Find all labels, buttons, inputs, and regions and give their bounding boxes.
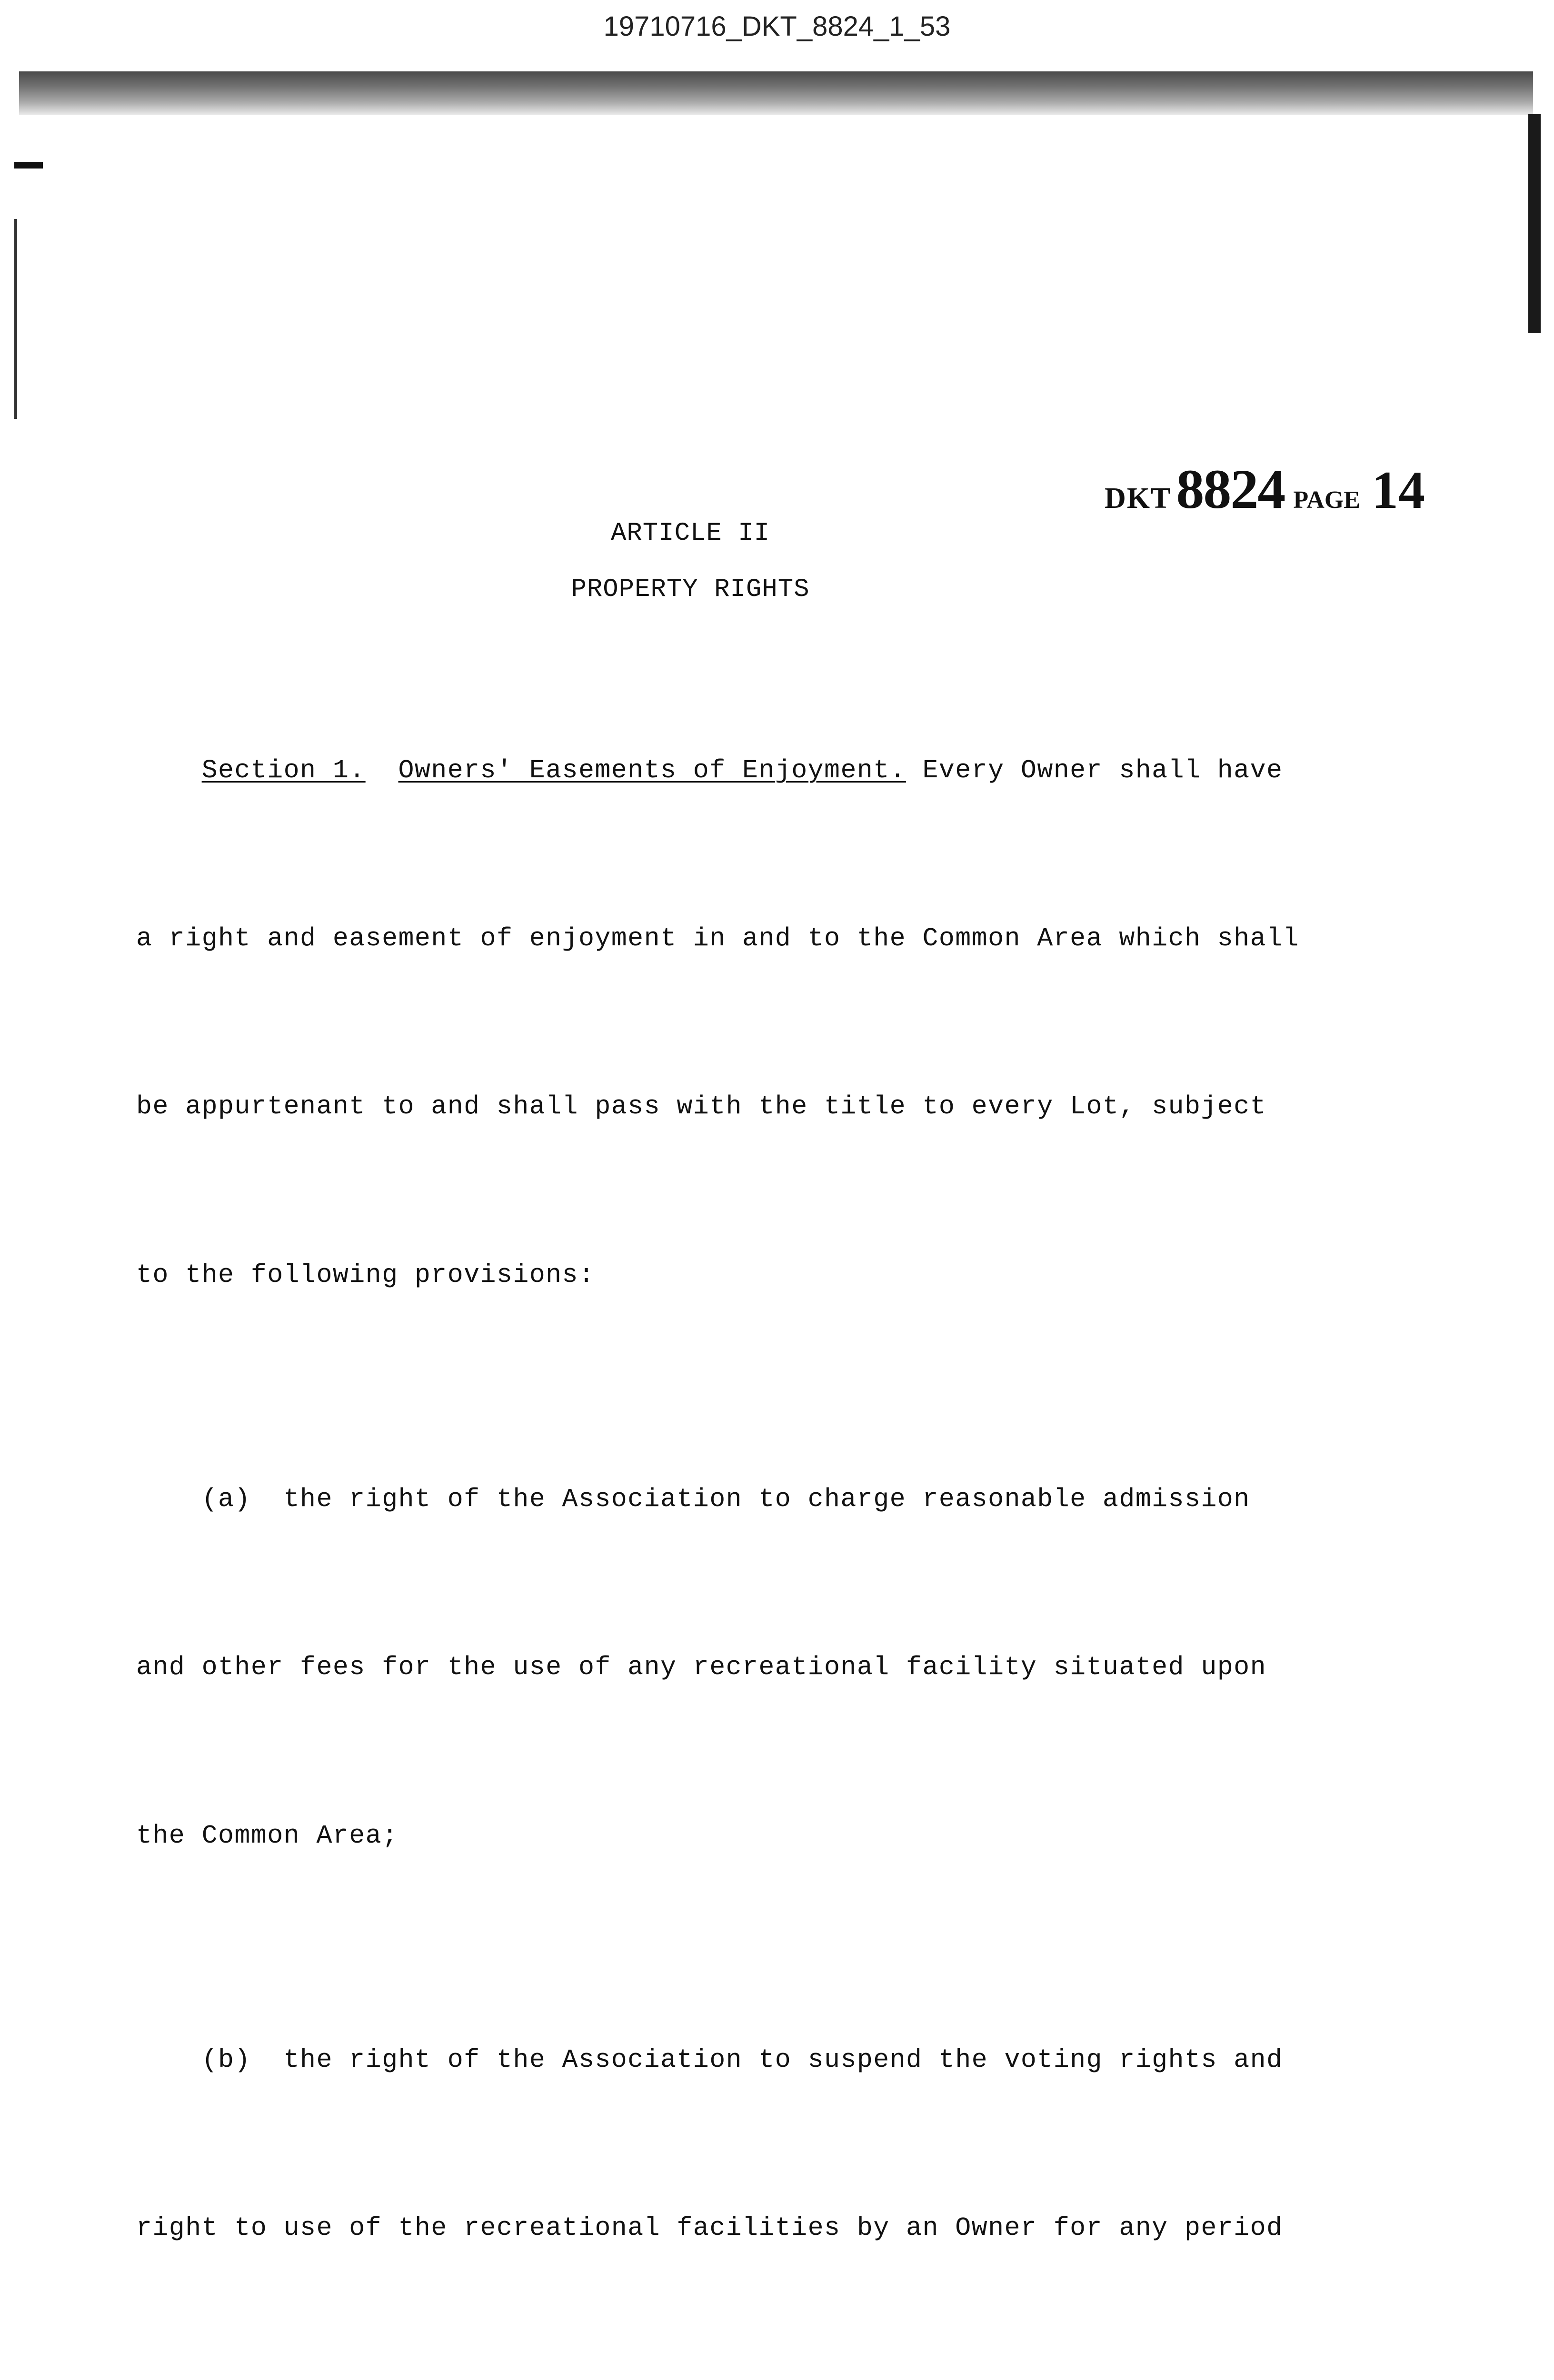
provision-a-line: and other fees for the use of any recreational facility situated upon (136, 1652, 1266, 1683)
scan-artifact-left-edge (14, 219, 17, 419)
provision-b-line: right to use of the recreational facilities by an Owner for any period (136, 2213, 1283, 2243)
scan-artifact-left-mark (14, 162, 43, 169)
scan-artifact-top-band (19, 71, 1533, 115)
article-title: PROPERTY RIGHTS (571, 575, 810, 604)
text-line: a right and easement of enjoyment in and to the Common Area which shall (136, 923, 1299, 953)
article-heading: ARTICLE II (610, 519, 770, 548)
provision-b-line: (b) the right of the Association to suspend the voting rights and (136, 2044, 1283, 2075)
section1-label: Section 1. (201, 755, 366, 785)
stamp-page-label: PAGE (1293, 486, 1360, 514)
text-line: to the following provisions: (136, 1259, 595, 1290)
stamp-page-number: 14 (1371, 461, 1425, 520)
provision-a-line: the Common Area; (136, 1820, 398, 1851)
section1-first-line (136, 743, 1393, 799)
provision-b-line (136, 2369, 1393, 2380)
docket-page-stamp (1105, 457, 1425, 522)
stamp-docket-label: DKT (1105, 482, 1172, 515)
section1-intro-rest: Every Owner shall have (906, 755, 1283, 785)
stamp-docket-number: 8824 (1176, 458, 1285, 520)
text-line: be appurtenant to and shall pass with the title to every Lot, subject (136, 1091, 1266, 1122)
document-body (136, 630, 1393, 2380)
provision-a-line: (a) the right of the Association to charge reasonable admission (136, 1484, 1250, 1514)
file-header: 19710716_DKT_8824_1_53 (603, 11, 951, 42)
section1-title: Owners' Easements of Enjoyment. (398, 755, 906, 785)
scan-artifact-right-edge (1528, 114, 1541, 333)
